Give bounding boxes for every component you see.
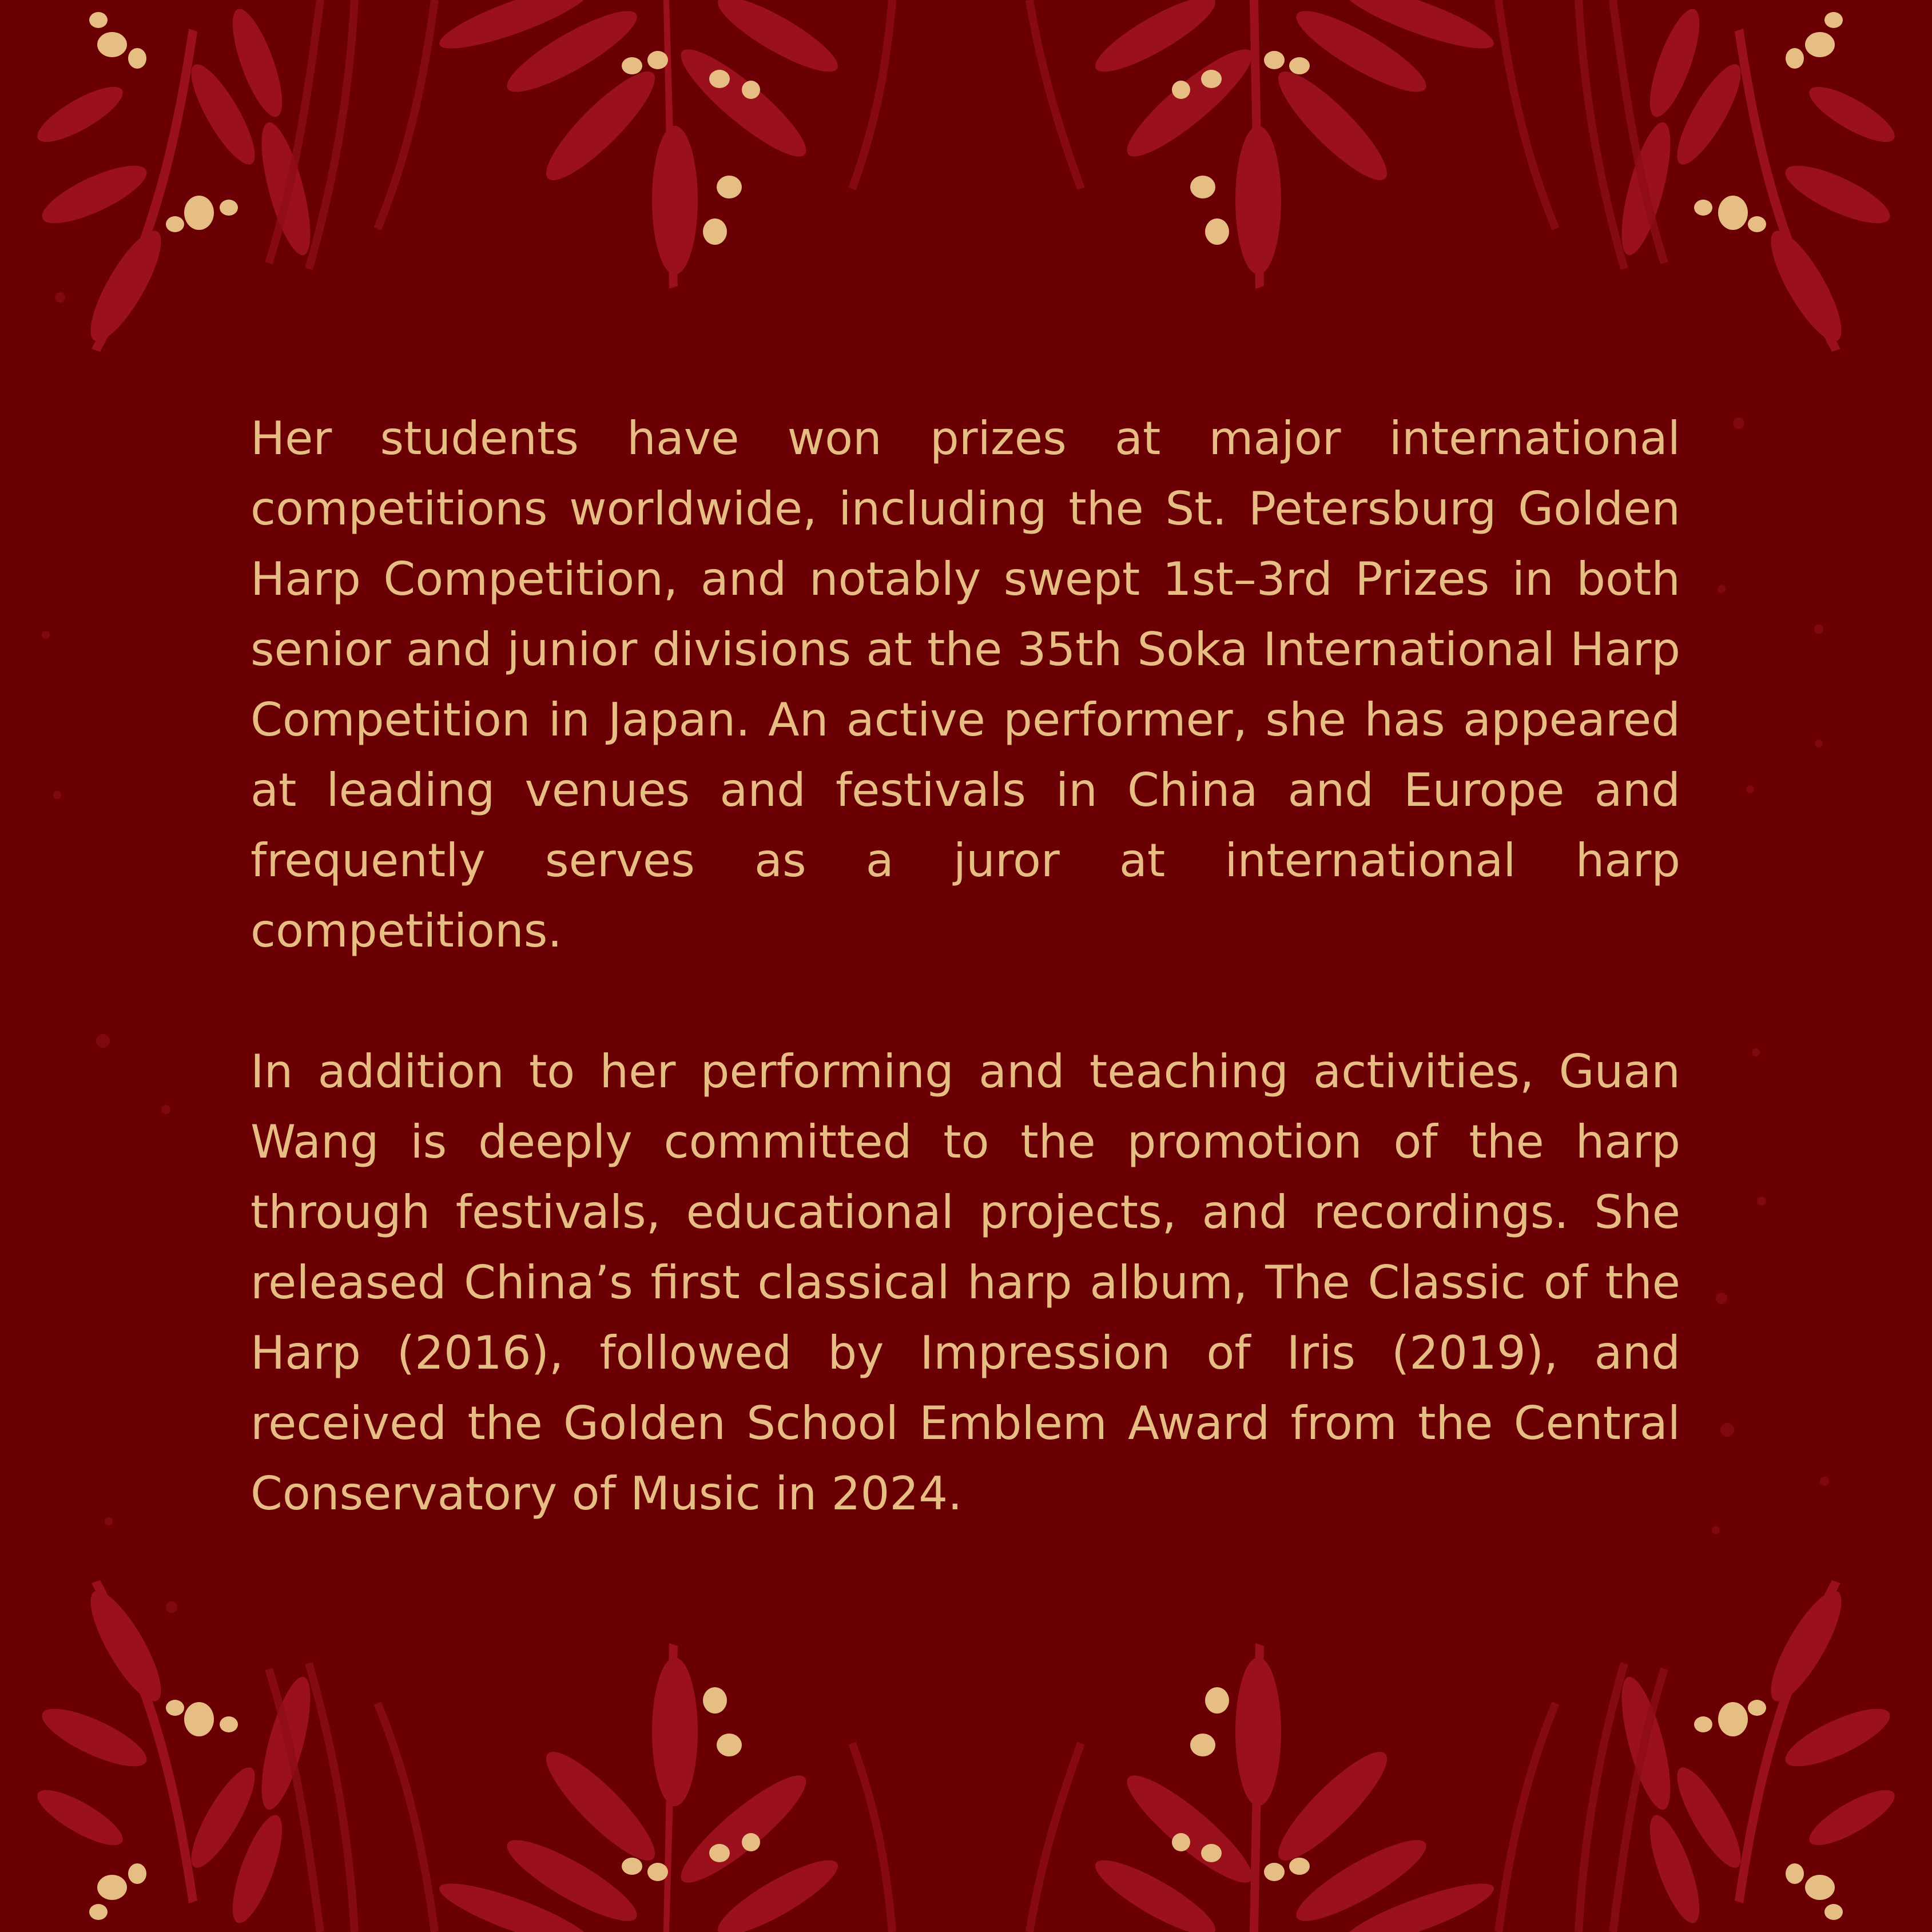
paragraph-promotion-recordings: In addition to her performing and teaching activities, Guan Wang is deeply committed to the promotion of the harp through festivals, educational projects, and recordings. She released China’s first classical harp album, The Classic of the Harp (2016), followed by Impression of Iris (2019), and received the Golden School Emblem Award from the Central Conservatory of Music in 2024. (251, 1045, 1680, 1520)
leaf-cluster-right-corner (1612, 1580, 1902, 1929)
leaf-cluster-left-corner (30, 3, 320, 352)
top-botanical-border (0, 0, 1932, 366)
leaf-cluster-center-right (1087, 0, 1499, 289)
leaf-cluster-left-corner (30, 1580, 320, 1929)
leaf-cluster-center-right (1087, 1643, 1499, 1932)
paragraph-students-achievements: Her students have won prizes at major international competitions worldwide, including the St. Petersburg Golden Harp Competition, and notably swept 1st–3rd Prizes in both senior and junior divisions at the 35th Soka International Harp Competition in Japan. An active performer, she has appeared at leading venues and festivals in China and Europe and frequently serves as a juror at international harp competitions. (251, 412, 1680, 957)
biography-text (251, 403, 1680, 1599)
leaf-cluster-center-left (434, 0, 846, 289)
leaf-cluster-center-left (434, 1643, 846, 1932)
leaf-cluster-right-corner (1612, 3, 1902, 352)
bottom-botanical-border (0, 1566, 1932, 1932)
